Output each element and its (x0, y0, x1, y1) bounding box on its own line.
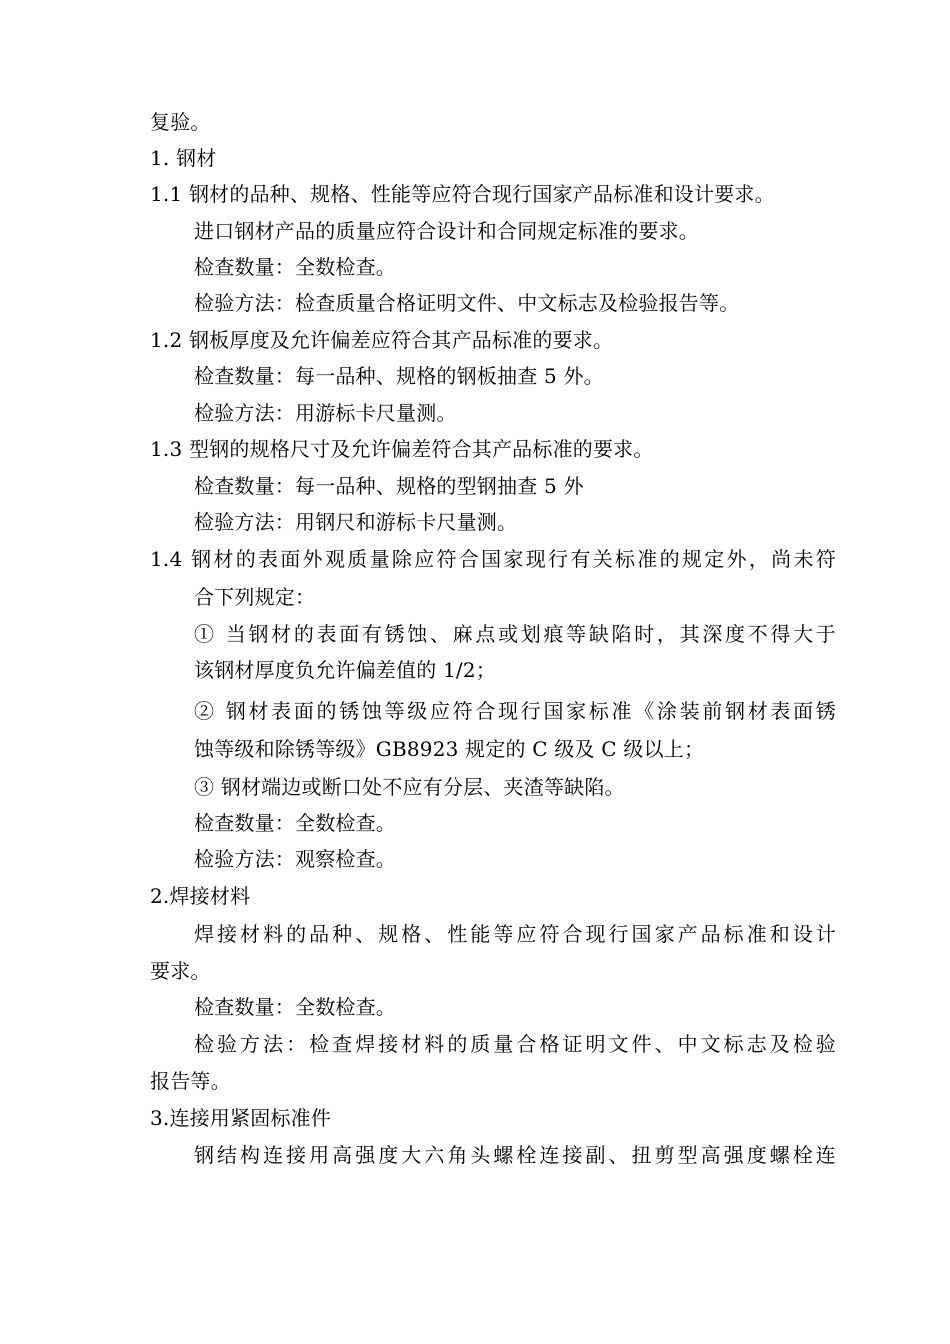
text-line: 检查数量：全数检查。 (194, 255, 396, 279)
clause-heading: 1.4 钢材的表面外观质量除应符合国家现行有关标准的规定外，尚未符 (150, 547, 836, 571)
text-line: 进口钢材产品的质量应符合设计和合同规定标准的要求。 (194, 219, 699, 243)
section-heading: 1. 钢材 (150, 146, 217, 170)
clause-heading: 1.3 型钢的规格尺寸及允许偏差符合其产品标准的要求。 (150, 437, 654, 461)
section-heading: 2.焊接材料 (150, 884, 251, 908)
text-line: 检查数量：全数检查。 (194, 995, 396, 1019)
list-item: ① 当钢材的表面有锈蚀、麻点或划痕等缺陷时，其深度不得大于 (194, 622, 836, 646)
text-line: 复验。 (150, 110, 211, 134)
text-line: 检验方法：用游标卡尺量测。 (194, 401, 457, 425)
text-line: 钢结构连接用高强度大六角头螺栓连接副、扭剪型高强度螺栓连 (194, 1143, 836, 1167)
list-item: ② 钢材表面的锈蚀等级应符合现行国家标准《涂装前钢材表面锈 (194, 699, 836, 723)
text-line: 检查数量：全数检查。 (194, 811, 396, 835)
text-line: 蚀等级和除锈等级》GB8923 规定的 C 级及 C 级以上； (194, 737, 705, 761)
text-line: 焊接材料的品种、规格、性能等应符合现行国家产品标准和设计 (194, 922, 836, 946)
text-line: 该钢材厚度负允许偏差值的 1/2； (194, 658, 496, 682)
clause-heading: 1.2 钢板厚度及允许偏差应符合其产品标准的要求。 (150, 328, 614, 352)
text-line: 合下列规定： (194, 585, 316, 609)
clause-heading: 1.1 钢材的品种、规格、性能等应符合现行国家产品标准和设计要求。 (150, 182, 775, 206)
text-line: 检验方法：用钢尺和游标卡尺量测。 (194, 510, 518, 534)
list-item: ③ 钢材端边或断口处不应有分层、夹渣等缺陷。 (194, 775, 625, 799)
text-line: 要求。 (150, 959, 211, 983)
text-line: 检验方法：观察检查。 (194, 847, 396, 871)
section-heading: 3.连接用紧固标准件 (150, 1106, 332, 1130)
text-line: 检验方法：检查焊接材料的质量合格证明文件、中文标志及检验 (194, 1032, 836, 1056)
text-line: 检查数量：每一品种、规格的钢板抽查 5 外。 (194, 364, 604, 388)
text-line: 检查数量：每一品种、规格的型钢抽查 5 外 (194, 474, 584, 498)
text-line: 报告等。 (150, 1069, 231, 1093)
text-line: 检验方法：检查质量合格证明文件、中文标志及检验报告等。 (194, 291, 740, 315)
